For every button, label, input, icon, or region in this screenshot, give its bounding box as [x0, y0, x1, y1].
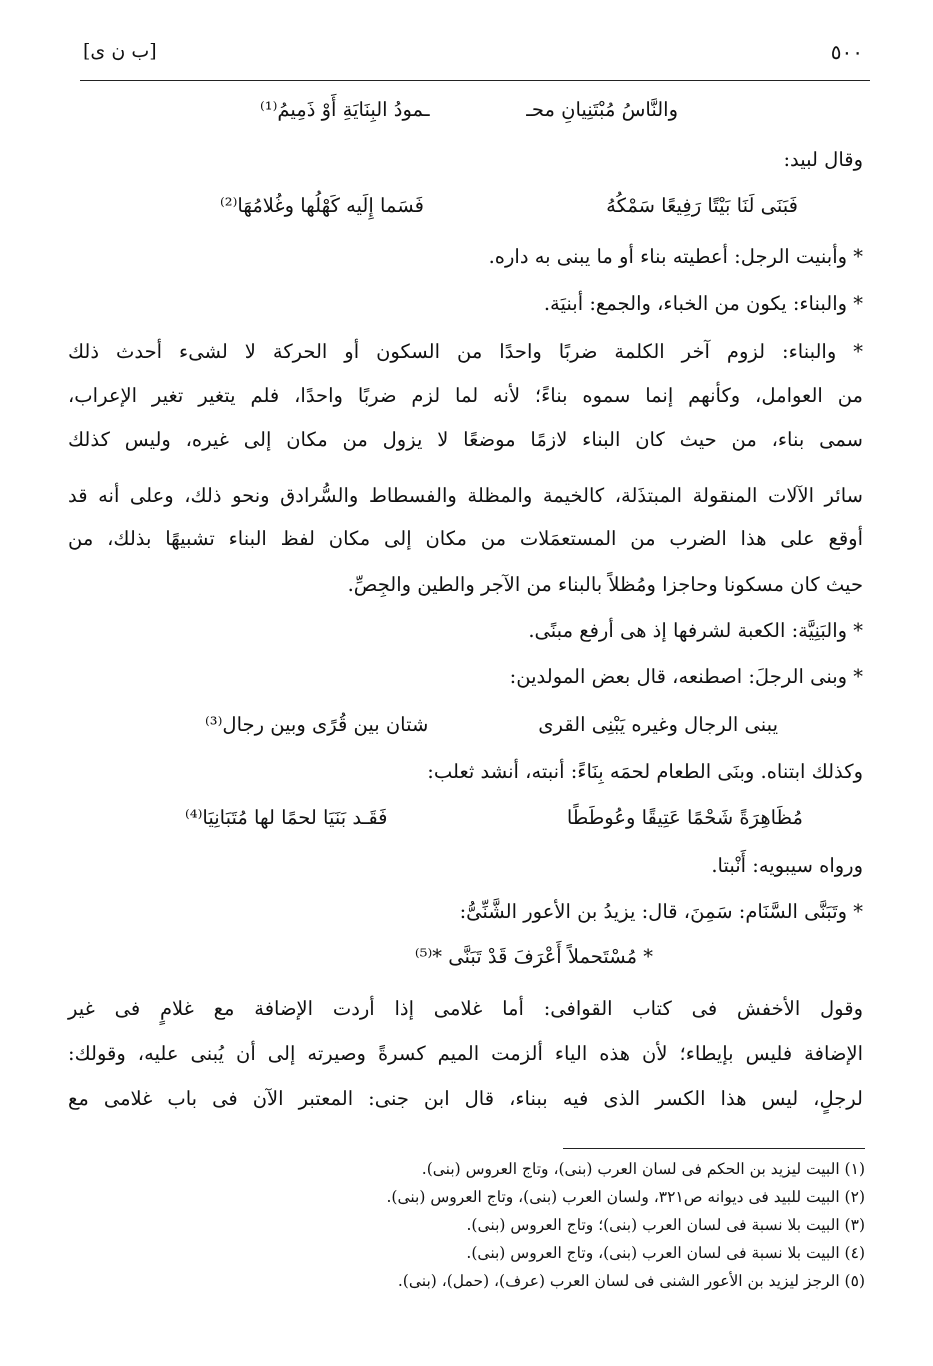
paragraph-bina-line: من العوامل، وكأنهم إنما سموه بناءً؛ لأنه لما لزم ضربًا واحدًا، فلم يتغير تغير الإعراب، [68, 384, 863, 407]
header-divider [80, 80, 870, 81]
verse2-right-hemistich: فَبَنَى لَنَا بَيْتًا رَفِيعًا سَمْكُهُ [606, 194, 798, 217]
paragraph-bina-line: * والبناء: لزوم آخر الكلمة ضربًا واحدًا من السكون أو الحركة لا لشىء أحدث ذلك [68, 340, 863, 363]
paragraph-kaaba: * والبَنِيَّة: الكعبة لشرفها إذ هى أرفع مبنًى. [528, 619, 863, 642]
root-heading: [ب ن ى] [83, 40, 157, 62]
verse4-right-hemistich: مُظَاهِرَةً شَحْمًا عَتِيقًا وعُوطَطًا [566, 806, 803, 829]
footnote-1: (١) البيت ليزيد بن الحكم فى لسان العرب (بنى)، وتاج العروس (بنى). [421, 1160, 865, 1178]
verse5-rajaz: * مُسْتَحملاً أَعْرَفَ قَدْ تَبَنَّى *⁽⁵⁾ [414, 945, 653, 968]
paragraph-akhfash-line: وقول الأخفش فى كتاب القوافى: أما غلامى إذا أردت الإضافة مع غلامٍ فى غير [68, 997, 863, 1020]
paragraph-bana-rajul: * وبنى الرجلَ: اصطنعه، قال بعض المولدين: [509, 665, 863, 688]
paragraph-akhfash-line: الإضافة فليس بإيطاء؛ لأن هذه الياء ألزمت الميم كسرةً وصيرته إلى أن يُبنى عليه، وقولك: [68, 1042, 863, 1065]
paragraph-bina-line: سائر الآلات المنقولة المبتذَلة، كالخيمة والمظلة والفسطاط والسُّرادق ونحو ذلك، وعلى أنه قد [68, 484, 863, 507]
verse2-left-hemistich: فَسَما إِلَيه كَهْلُها وغُلامُهَا⁽²⁾ [220, 194, 424, 217]
verse4-left-hemistich: فَقَـد بَنَيَا لحمًا لها مُتَبَانِيَا⁽⁴⁾ [185, 806, 388, 829]
footnote-5: (٥) الرجز ليزيد بن الأعور الشنى فى لسان العرب (عرف)، (حمل)، (بنى). [397, 1272, 865, 1290]
paragraph-ibtanah: وكذلك ابتناه. وبنَى الطعام لحمَه بِنَاءً: أنبته، أنشد ثعلب: [427, 760, 863, 783]
verse1-left-hemistich: ـمودُ البِنَايَةِ أَوْ ذَمِيمُ⁽¹⁾ [260, 98, 430, 121]
paragraph-khiba: * والبناء: يكون من الخباء، والجمع: أبنيَة. [543, 292, 863, 315]
paragraph-akhfash-line: لرجلٍ، ليس هذا الكسر الذى فيه ببناء، قال ابن جنى: المعتبر الآن فى باب غلامى مع [68, 1087, 863, 1110]
verse1-right-hemistich: والنَّاسُ مُبْتَنِيانِ محـ [526, 98, 678, 121]
verse3-left-hemistich: شتان بين قُرًى وبين رجال⁽³⁾ [205, 713, 429, 736]
paragraph-bina-line: أوقع على هذا الضرب من المستعمَلات من مكان إلى مكان لفظ البناء تشبيهًا بذلك، من [68, 527, 863, 550]
paragraph-bina-line: حيث كان مسكونا وحاجزا ومُظلاً بالبناء من الآجر والطين والجِصِّ. [347, 573, 863, 596]
paragraph-abnaytu: * وأبنيت الرجل: أعطيته بناء أو ما يبنى به داره. [488, 245, 863, 268]
paragraph-bina-line: سمى بناء، من حيث كان البناء لازمًا موضعًا لا يزول من مكان إلى غيره، وليس كذلك [68, 428, 863, 451]
intro-labid: وقال لبيد: [783, 148, 863, 171]
footnote-3: (٣) البيت بلا نسبة فى لسان العرب (بنى)؛ وتاج العروس (بنى). [466, 1216, 865, 1234]
page-number: ٥٠٠ [830, 40, 863, 64]
verse3-right-hemistich: يبنى الرجال وغيره يَبْنِى القرى [538, 713, 778, 736]
footnote-divider [563, 1148, 865, 1149]
paragraph-sibawayh: ورواه سيبويه: أَنْبتا. [711, 854, 863, 877]
footnote-4: (٤) البيت بلا نسبة فى لسان العرب (بنى)، وتاج العروس (بنى). [466, 1244, 865, 1262]
footnote-2: (٢) البيت للبيد فى ديوانه ص٣٢١، ولسان العرب (بنى)، وتاج العروس (بنى). [386, 1188, 865, 1206]
paragraph-tabanna: * وتَبَنَّى السَّنَام: سَمِنَ، قال: يزيدُ بن الأعور الشَّنِّىُّ: [459, 900, 863, 923]
